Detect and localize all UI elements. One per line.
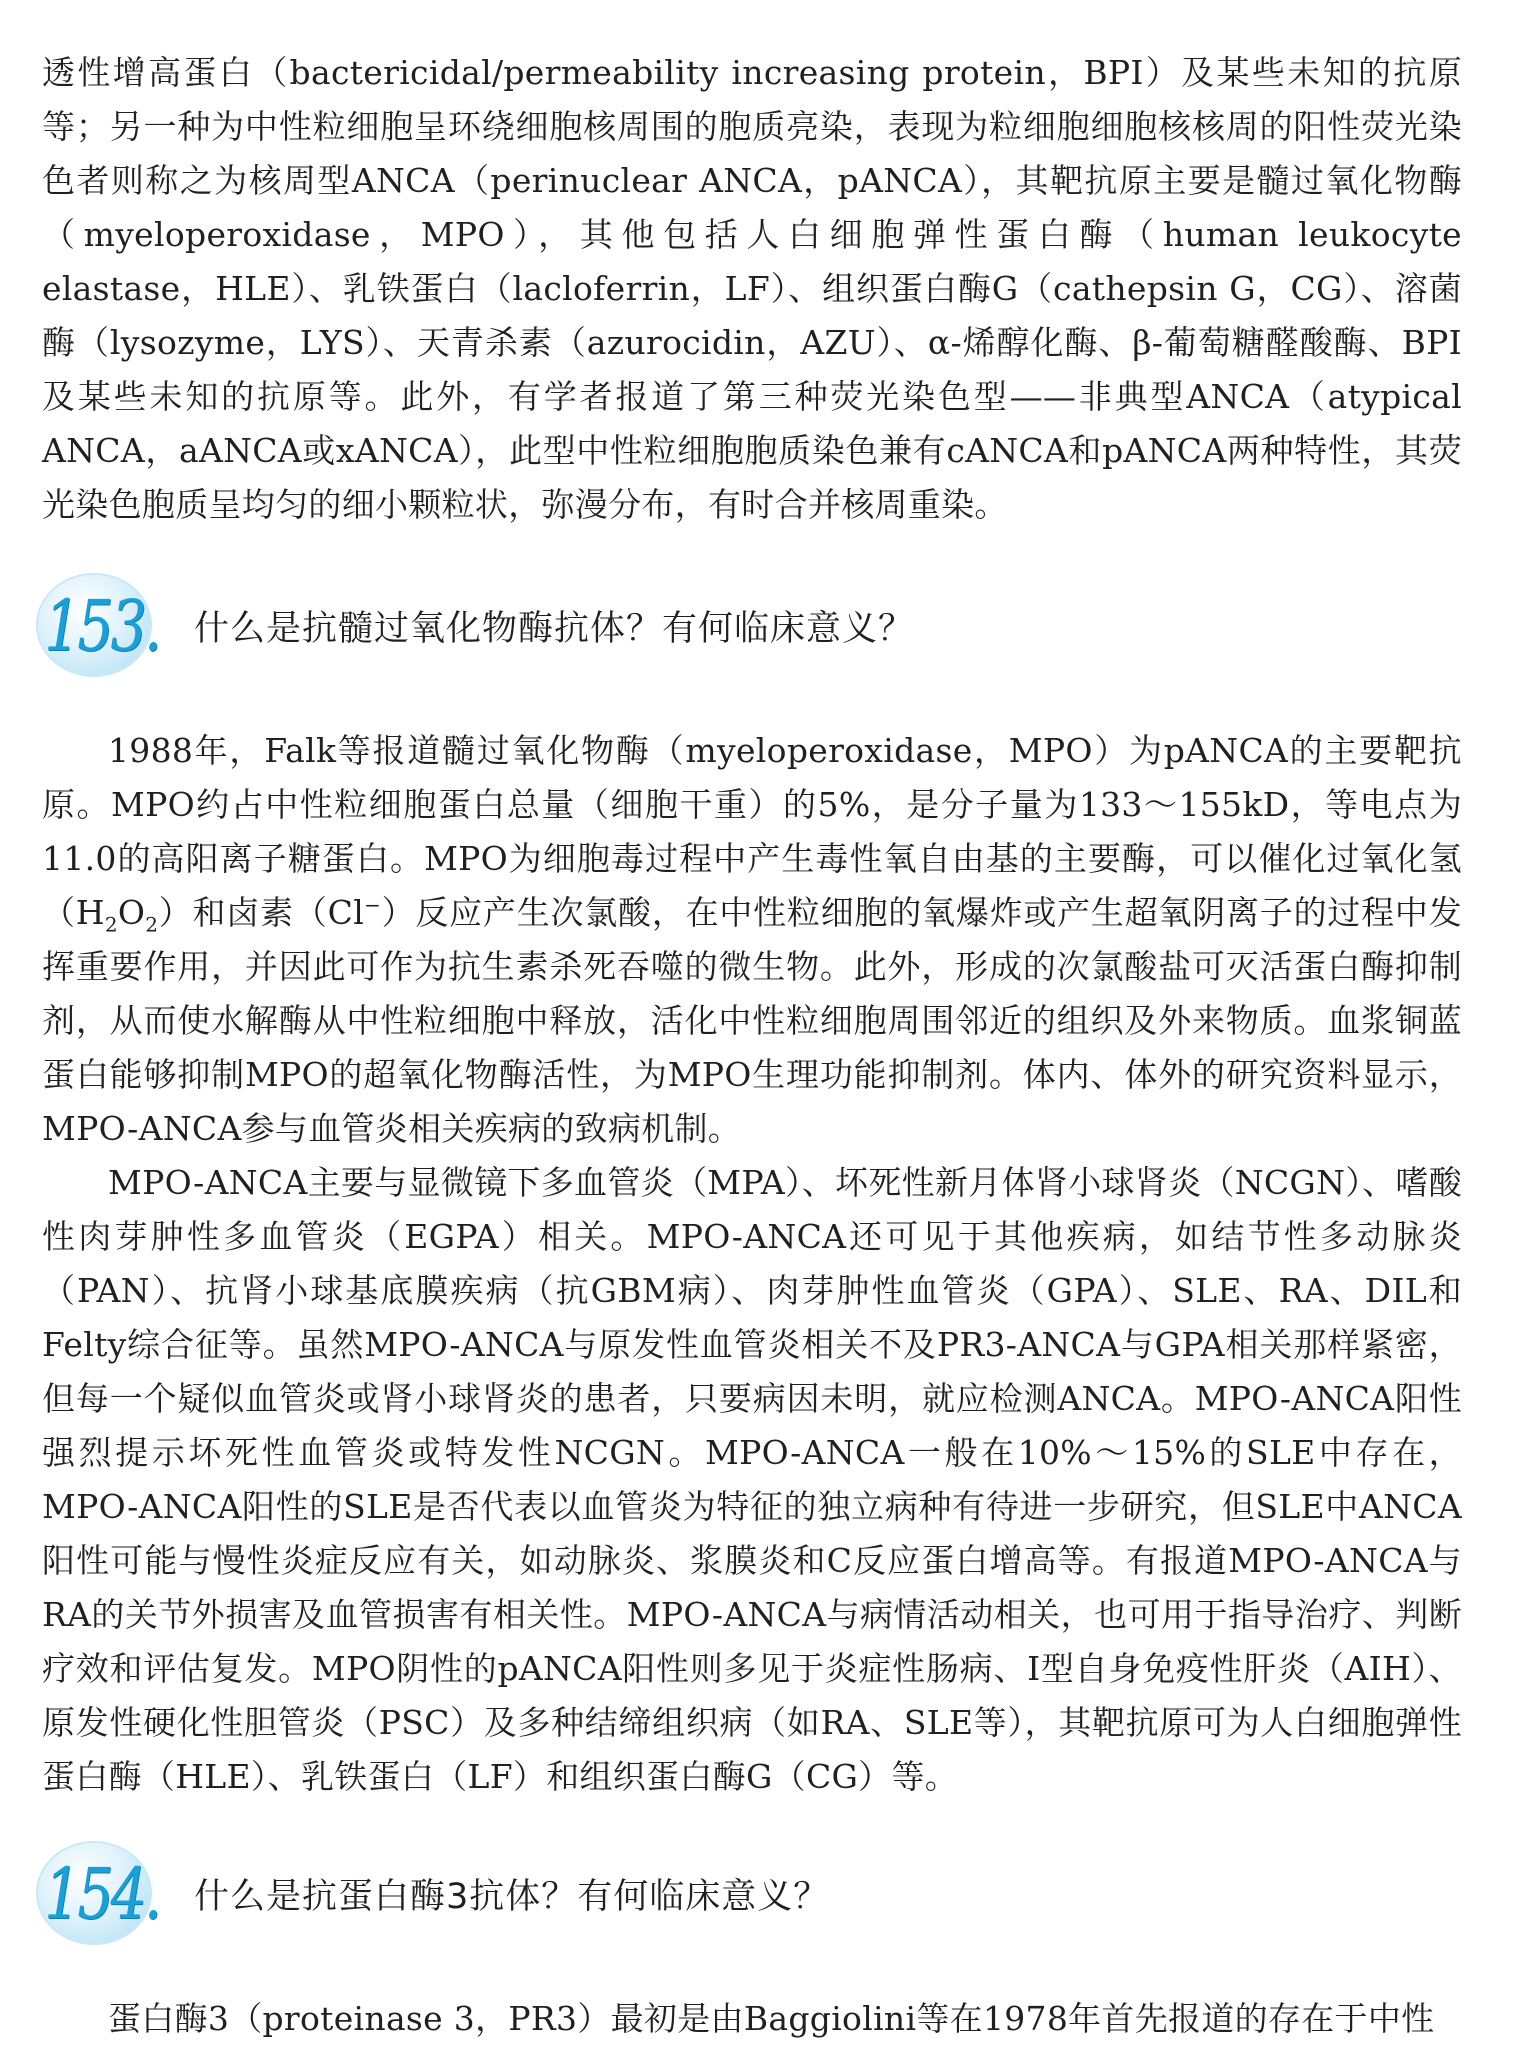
section-153-paragraph-1	[42, 724, 1462, 1156]
intro-paragraph: 透性增高蛋白（bactericidal/permeability increasing protein，BPI）及某些未知的抗原等；另一种为中性粒细胞呈环绕细胞核周围的胞质亮染，表现为粒细胞细胞核核周的阳性荧光染色者则称之为核周型ANCA（perinuclear ANCA，pANCA），其靶抗原主要是髓过氧化物酶（myeloperoxidase，MPO），其他包括人白细胞弹性蛋白酶（human leukocyte elastase，HLE）、乳铁蛋白（lacloferrin，LF）、组织蛋白酶G（cathepsin G，CG）、溶菌酶（lysozyme，LYS）、天青杀素（azurocidin，AZU）、α-烯醇化酶、β-葡萄糖醛酸酶、BPI及某些未知的抗原等。此外，有学者报道了第三种荧光染色型——非典型ANCA（atypical ANCA，aANCA或xANCA），此型中性粒细胞胞质染色兼有cANCA和pANCA两种特性，其荧光染色胞质呈均匀的细小颗粒状，弥漫分布，有时合并核周重染。	[42, 53, 1462, 524]
section-153-paragraph-2: MPO-ANCA主要与显微镜下多血管炎（MPA）、坏死性新月体肾小球肾炎（NCGN）、嗜酸性肉芽肿性多血管炎（EGPA）相关。MPO-ANCA还可见于其他疾病，如结节性多动脉炎（PAN）、抗肾小球基底膜疾病（抗GBM病）、肉芽肿性血管炎（GPA）、SLE、RA、DIL和Felty综合征等。虽然MPO-ANCA与原发性血管炎相关不及PR3-ANCA与GPA相关那样紧密，但每一个疑似血管炎或肾小球肾炎的患者，只要病因未明，就应检测ANCA。MPO-ANCA阳性强烈提示坏死性血管炎或特发性NCGN。MPO-ANCA一般在10%～15%的SLE中存在，MPO-ANCA阳性的SLE是否代表以血管炎为特征的独立病种有待进一步研究，但SLE中ANCA阳性可能与慢性炎症反应有关，如动脉炎、浆膜炎和C反应蛋白增高等。有报道MPO-ANCA与RA的关节外损害及血管损害有相关性。MPO-ANCA与病情活动相关，也可用于指导治疗、判断疗效和评估复发。MPO阴性的pANCA阳性则多见于炎症性肠病、Ⅰ型自身免疫性肝炎（AIH）、原发性硬化性胆管炎（PSC）及多种结缔组织病（如RA、SLE等），其靶抗原可为人白细胞弹性蛋白酶（HLE）、乳铁蛋白（LF）和组织蛋白酶G（CG）等。	[42, 1163, 1462, 1796]
section-153-heading	[42, 566, 1462, 686]
paragraph-text: ）反应产生次氯酸，在中性粒细胞的氧爆炸或产生超氧阴离子的过程中发挥重要作用，并因此可作为抗生素杀死吞噬的微生物。此外，形成的次氯酸盐可灭活蛋白酶抑制剂，从而使水解酶从中性粒细胞中释放，活化中性粒细胞周围邻近的组织及外来物质。血浆铜蓝蛋白能够抑制MPO的超氧化物酶活性，为MPO生理功能抑制剂。体内、体外的研究资料显示，MPO-ANCA参与血管炎相关疾病的致病机制。	[42, 893, 1462, 1148]
section-title: 什么是抗蛋白酶3抗体？有何临床意义？	[194, 1877, 830, 1917]
subscript: 2	[104, 912, 118, 937]
subscript: 2	[145, 912, 159, 937]
section-154-paragraph-1: 蛋白酶3（proteinase 3，PR3）最初是由Baggiolini等在1978年首先报道的存在于中性	[108, 1999, 1435, 2038]
superscript: −	[364, 893, 382, 917]
section-154-heading	[42, 1834, 1462, 1954]
section-number-badge	[42, 571, 182, 681]
paragraph-text: 1988年，Falk等报道髓过氧化物酶（myeloperoxidase，MPO）为pANCA的主要靶抗原。MPO约占中性粒细胞蛋白总量（细胞干重）的5%，是分子量为133～155kD，等电点为11.0的高阳离子糖蛋白。MPO为细胞毒过程中产生毒性氧自由基的主要酶，可以催化过氧化氢（H	[42, 731, 1462, 932]
section-number: 154.	[44, 1853, 159, 1935]
section-number-badge	[42, 1839, 182, 1949]
paragraph-text: ）和卤素（Cl	[158, 893, 365, 932]
section-title: 什么是抗髓过氧化物酶抗体？有何临床意义？	[194, 609, 915, 649]
page-content	[42, 46, 1462, 2046]
section-number: 153.	[44, 585, 159, 667]
paragraph-text: O	[117, 893, 146, 932]
